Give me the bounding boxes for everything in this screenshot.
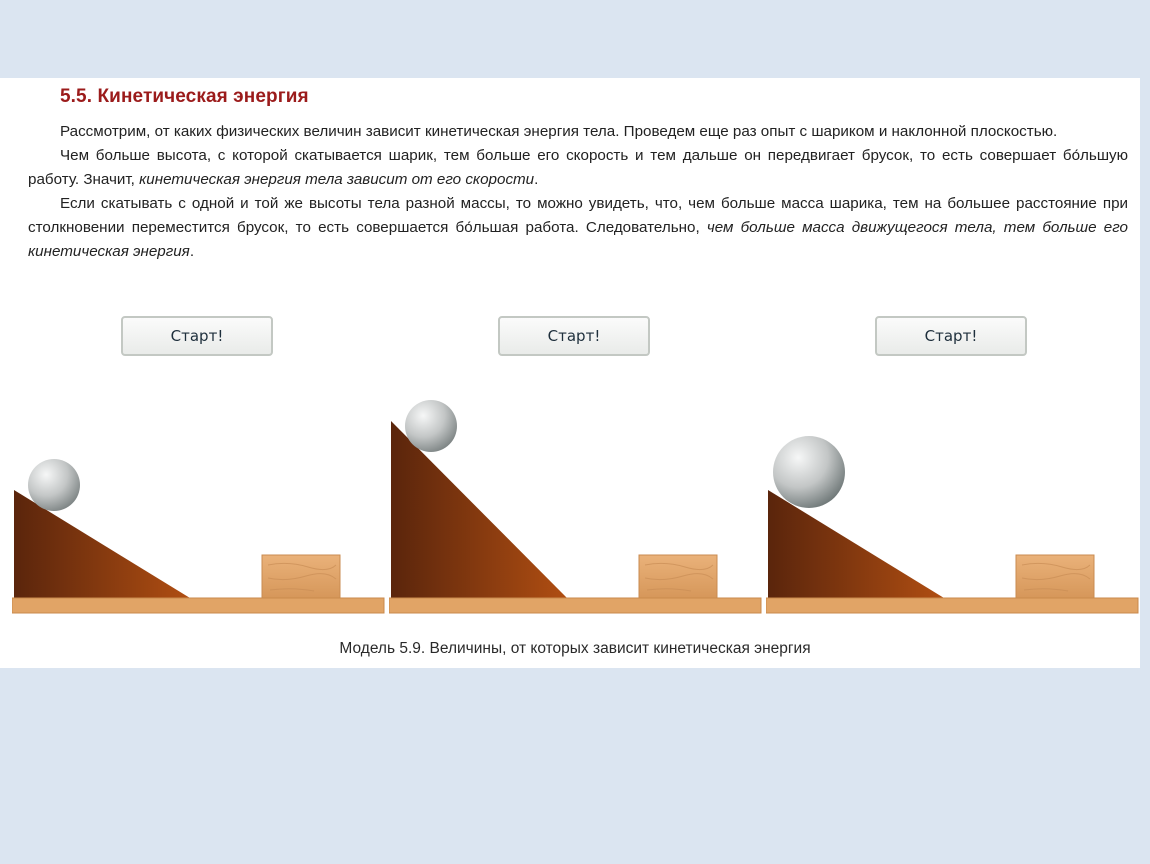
paragraph-2-italic: кинетическая энергия тела зависит от его скорости <box>139 171 535 188</box>
paragraph-2-start: Чем больше высота, с которой скатывается шарик, тем больше его скорость и тем дальше он передвигает брусок, то есть совершает бо́льшую работу. Значит, <box>28 147 1128 188</box>
figure-caption: Модель 5.9. Величины, от которых зависит кинетическая энергия <box>339 640 811 657</box>
model-scene-3 <box>766 368 1140 618</box>
paragraph-1: Рассмотрим, от каких физических величин зависит кинетическая энергия тела. Проведем еще раз опыт с шариком и наклонной плоскостью. <box>60 123 1058 140</box>
paragraph-3-start: Если скатывать с одной и той же высоты тела разной массы, то можно увидеть, что, чем больше масса шарика, тем на большее расстояние при столкновении переместится брусок, то есть совершается бо́льшая работа. Следовательно, <box>28 195 1128 236</box>
start-button-model-1[interactable]: Старт! <box>121 316 273 356</box>
ramp <box>768 490 944 598</box>
start-button-model-2[interactable]: Старт! <box>498 316 650 356</box>
paragraph-3 <box>28 192 1128 264</box>
floor-board <box>12 598 384 613</box>
paragraph-2 <box>28 144 1128 192</box>
body-text <box>28 120 1128 264</box>
model-scene-1 <box>12 368 386 618</box>
ball <box>405 400 457 452</box>
section-title: 5.5. Кинетическая энергия <box>60 86 309 107</box>
paragraph-3-end: . <box>189 243 195 260</box>
start-button-model-3[interactable]: Старт! <box>875 316 1027 356</box>
paragraph-2-end: . <box>534 171 539 188</box>
paragraph-3-italic: чем больше масса движущегося тела, тем больше его кинетическая энергия <box>28 219 1128 260</box>
floor-board <box>766 598 1138 613</box>
floor-board <box>389 598 761 613</box>
document-page <box>0 78 1140 668</box>
ball <box>773 436 845 508</box>
wood-block <box>262 555 340 598</box>
wood-block <box>1016 555 1094 598</box>
ball <box>28 459 80 511</box>
wood-block <box>639 555 717 598</box>
model-scene-2 <box>389 368 763 618</box>
